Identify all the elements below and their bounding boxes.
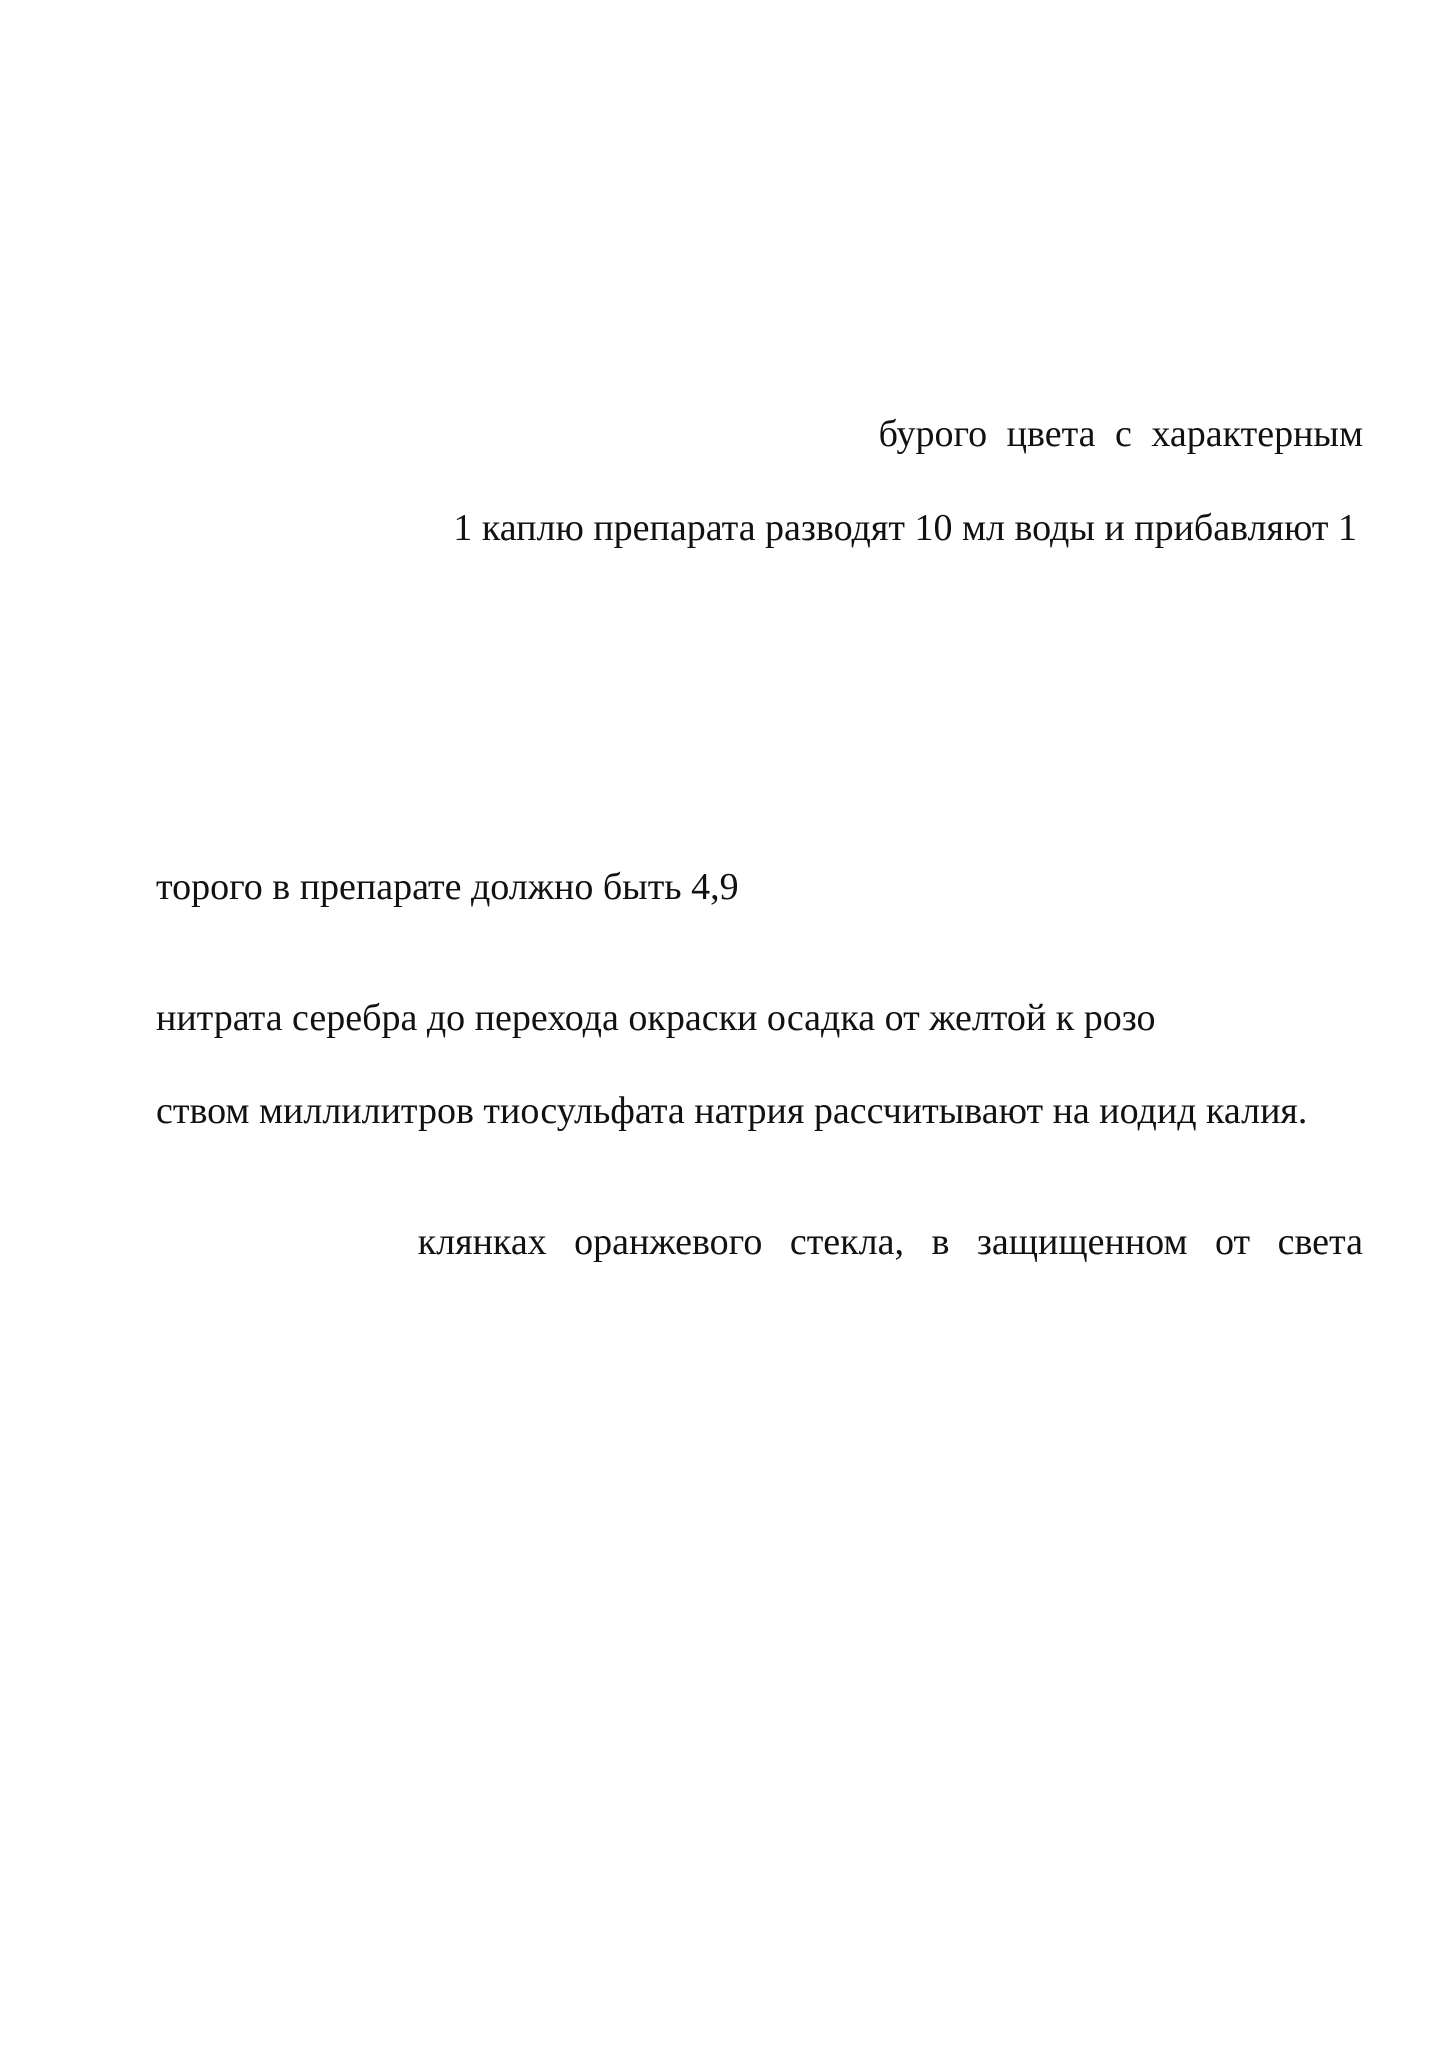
text-line: нитрата серебра до перехода окраски осадка от желтой к розо — [156, 997, 1156, 1039]
text-line: бурого цвета с характерным — [878, 413, 1363, 455]
text-line: ством миллилитров тиосульфата натрия рассчитывают на иодид калия. — [156, 1090, 1308, 1132]
text-line: 1 каплю препарата разводят 10 мл воды и прибавляют 1 — [453, 507, 1357, 549]
text-line: торого в препарате должно быть 4,9 — [156, 866, 739, 908]
text-line: клянках оранжевого стекла, в защищенном от света — [417, 1221, 1363, 1263]
